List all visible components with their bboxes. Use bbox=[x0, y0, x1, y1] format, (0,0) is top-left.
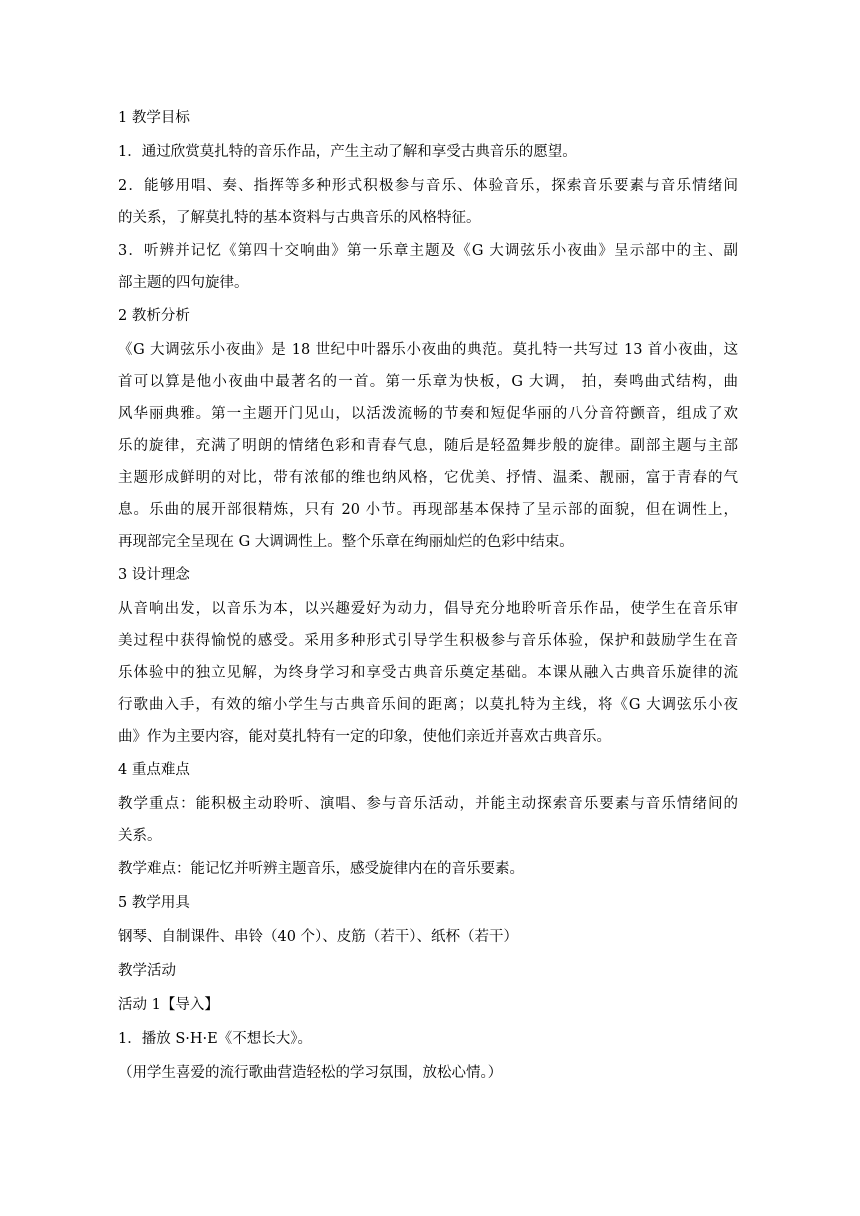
text-line: 乐体验中的独立见解，为终身学习和享受古典音乐奠定基础。本课从融入古典音乐旋律的流 bbox=[118, 665, 738, 681]
analysis-paragraph bbox=[118, 334, 738, 558]
text-line: 行歌曲入手，有效的缩小学生与古典音乐间的距离；以莫扎特为主线，将《G 大调弦乐小夜 bbox=[118, 697, 738, 713]
concept-paragraph bbox=[118, 593, 738, 753]
activity-1-note: （用学生喜爱的流行歌曲营造轻松的学习氛围，放松心情。） bbox=[118, 1065, 503, 1081]
text-line: 《G 大调弦乐小夜曲》是 18 世纪中叶器乐小夜曲的典范。莫扎特一共写过 13 首小夜曲，这 bbox=[118, 342, 738, 358]
text-line: 2．能够用唱、奏、指挥等多种形式积极参与音乐、体验音乐，探索音乐要素与音乐情绪间 bbox=[118, 178, 738, 194]
text-line: 再现部完全呈现在 G 大调调性上。整个乐章在绚丽灿烂的色彩中结束。 bbox=[118, 534, 574, 550]
section-heading-objectives: 1 教学目标 bbox=[118, 110, 190, 126]
section-heading-activities: 教学活动 bbox=[118, 963, 176, 979]
activity-1-step-1: 1．播放 S·H·E《不想长大》。 bbox=[118, 1031, 312, 1047]
text-line: 主题形成鲜明的对比，带有浓郁的维也纳风格，它优美、抒情、温柔、靓丽，富于青春的气 bbox=[118, 470, 738, 486]
objective-1: 1．通过欣赏莫扎特的音乐作品，产生主动了解和享受古典音乐的愿望。 bbox=[118, 144, 577, 160]
objective-3 bbox=[118, 235, 738, 299]
text-line: 3．听辨并记忆《第四十交响曲》第一乐章主题及《G 大调弦乐小夜曲》呈示部中的主、副 bbox=[118, 243, 738, 259]
text-line: 关系。 bbox=[118, 828, 162, 844]
section-heading-key-points: 4 重点难点 bbox=[118, 762, 190, 778]
text-line: 息。乐曲的展开部很精炼，只有 20 小节。再现部基本保持了呈示部的面貌，但在调性上， bbox=[118, 502, 738, 518]
activity-1-heading: 活动 1【导入】 bbox=[118, 997, 219, 1013]
key-point bbox=[118, 788, 738, 852]
text-line: 的关系，了解莫扎特的基本资料与古典音乐的风格特征。 bbox=[118, 210, 481, 226]
text-line: 曲》作为主要内容，能对莫扎特有一定的印象，使他们亲近并喜欢古典音乐。 bbox=[118, 729, 611, 745]
section-heading-analysis: 2 教析分析 bbox=[118, 308, 190, 324]
document-body bbox=[118, 109, 738, 1098]
text-line: 乐的旋律，充满了明朗的情绪色彩和青春气息，随后是轻盈舞步般的旋律。副部主题与主部 bbox=[118, 438, 738, 454]
text-line: 教学重点：能积极主动聆听、演唱、参与音乐活动，并能主动探索音乐要素与音乐情绪间的 bbox=[118, 796, 738, 812]
text-line: 风华丽典雅。第一主题开门见山，以活泼流畅的节奏和短促华丽的八分音符颤音，组成了欢 bbox=[118, 406, 738, 422]
objective-2 bbox=[118, 170, 738, 234]
section-heading-materials: 5 教学用具 bbox=[118, 895, 190, 911]
difficult-point: 教学难点：能记忆并听辨主题音乐，感受旋律内在的音乐要素。 bbox=[118, 861, 524, 877]
text-line: 部主题的四句旋律。 bbox=[118, 275, 249, 291]
text-line: 从音响出发，以音乐为本，以兴趣爱好为动力，倡导充分地聆听音乐作品，使学生在音乐审 bbox=[118, 601, 738, 617]
text-line: 首可以算是他小夜曲中最著名的一首。第一乐章为快板，G 大调， 拍，奏鸣曲式结构，曲 bbox=[118, 374, 738, 390]
section-heading-concept: 3 设计理念 bbox=[118, 567, 190, 583]
text-line: 美过程中获得愉悦的感受。采用多种形式引导学生积极参与音乐体验，保护和鼓励学生在音 bbox=[118, 633, 738, 649]
materials-list: 钢琴、自制课件、串铃（40 个）、皮筋（若干）、纸杯（若干） bbox=[118, 929, 519, 945]
